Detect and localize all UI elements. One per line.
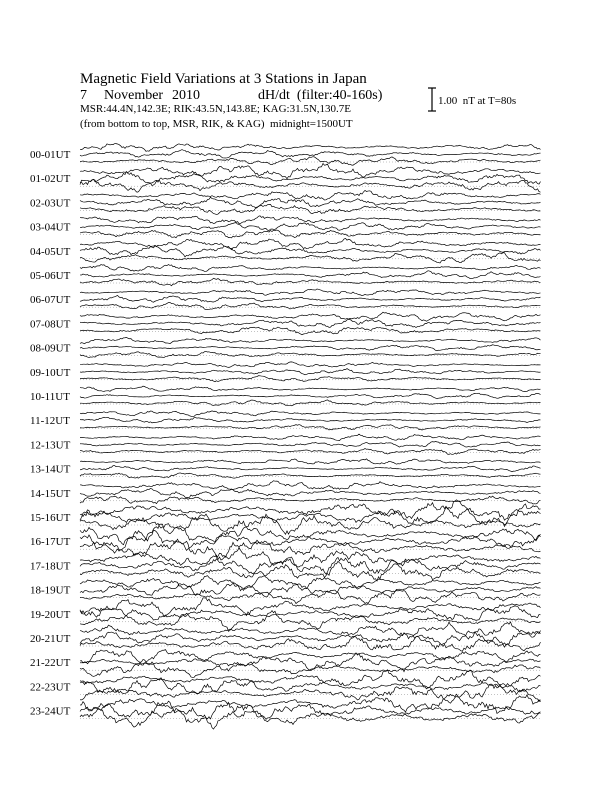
- trace-14-15UT-RIK: [80, 488, 541, 497]
- hour-label-13-14UT: 13-14UT: [30, 463, 71, 476]
- trace-10-11UT-MSR: [80, 400, 541, 406]
- hour-label-03-04UT: 03-04UT: [30, 221, 71, 234]
- scale-bar-icon: [428, 88, 436, 111]
- hour-label-20-21UT: 20-21UT: [30, 633, 71, 645]
- hour-label-21-22UT: 21-22UT: [30, 657, 71, 670]
- hour-label-22-23UT: 22-23UT: [30, 681, 71, 694]
- date-month: November: [104, 88, 164, 103]
- trace-06-07UT-KAG: [80, 289, 541, 296]
- trace-14-15UT-MSR: [80, 496, 541, 504]
- trace-04-05UT-MSR: [80, 253, 541, 263]
- trace-00-01UT-KAG: [80, 144, 541, 152]
- trace-01-02UT-MSR: [80, 179, 541, 192]
- trace-14-15UT-KAG: [80, 481, 541, 490]
- trace-20-21UT-RIK: [80, 631, 541, 648]
- trace-07-08UT-KAG: [80, 312, 541, 321]
- trace-13-14UT-RIK: [80, 465, 541, 471]
- trace-13-14UT-KAG: [80, 459, 541, 464]
- trace-05-06UT-KAG: [80, 264, 541, 271]
- trace-12-13UT-KAG: [80, 434, 541, 441]
- trace-22-23UT-MSR: [80, 684, 541, 703]
- hour-label-01-02UT: 01-02UT: [30, 173, 71, 186]
- hour-label-02-03UT: 02-03UT: [30, 197, 71, 210]
- hour-label-16-17UT: 16-17UT: [30, 536, 71, 549]
- trace-16-17UT-MSR: [80, 540, 541, 557]
- trace-23-24UT-KAG: [80, 694, 541, 713]
- hour-label-19-20UT: 19-20UT: [30, 608, 71, 621]
- trace-02-03UT-RIK: [80, 197, 541, 207]
- date-year: 2010: [172, 88, 200, 103]
- hour-label-05-06UT: 05-06UT: [30, 270, 71, 282]
- trace-05-06UT-MSR: [80, 278, 541, 286]
- trace-11-12UT-RIK: [80, 417, 541, 423]
- trace-08-09UT-RIK: [80, 345, 541, 351]
- trace-03-04UT-KAG: [80, 216, 541, 224]
- trace-16-17UT-KAG: [80, 524, 541, 545]
- trace-11-12UT-MSR: [80, 425, 541, 430]
- hour-label-14-15UT: 14-15UT: [30, 487, 71, 500]
- hour-label-17-18UT: 17-18UT: [30, 560, 71, 573]
- hour-label-00-01UT: 00-01UT: [30, 149, 71, 161]
- trace-09-10UT-KAG: [80, 362, 541, 367]
- measure-filter-label: dH/dt (filter:40-160s): [258, 88, 383, 103]
- trace-15-16UT-MSR: [80, 514, 541, 534]
- trace-20-21UT-MSR: [80, 636, 541, 651]
- trace-22-23UT-KAG: [80, 670, 541, 689]
- station-order-note: (from bottom to top, MSR, RIK, & KAG) midnight=1500UT: [80, 118, 353, 130]
- trace-11-12UT-KAG: [80, 411, 541, 416]
- hour-label-15-16UT: 15-16UT: [30, 512, 71, 524]
- trace-00-01UT-MSR: [80, 157, 541, 165]
- station-coordinates: MSR:44.4N,142.3E; RIK:43.5N,143.8E; KAG:31.5N,130.7E: [80, 103, 352, 115]
- trace-23-24UT-RIK: [80, 701, 541, 719]
- trace-15-16UT-RIK: [80, 507, 541, 526]
- scale-bar-label: 1.00 nT at T=80s: [438, 95, 517, 107]
- date-day: 7: [80, 88, 87, 103]
- trace-03-04UT-MSR: [80, 230, 541, 238]
- hour-label-09-10UT: 09-10UT: [30, 366, 71, 379]
- trace-05-06UT-RIK: [80, 271, 541, 279]
- trace-03-04UT-RIK: [80, 223, 541, 231]
- hour-label-08-09UT: 08-09UT: [30, 342, 71, 355]
- trace-08-09UT-MSR: [80, 351, 541, 357]
- trace-15-16UT-KAG: [80, 500, 541, 520]
- hour-label-06-07UT: 06-07UT: [30, 294, 71, 307]
- trace-12-13UT-MSR: [80, 449, 541, 455]
- trace-10-11UT-RIK: [80, 393, 541, 399]
- hour-label-18-19UT: 18-19UT: [30, 584, 71, 597]
- trace-19-20UT-KAG: [80, 598, 541, 617]
- hour-label-12-13UT: 12-13UT: [30, 439, 71, 452]
- trace-08-09UT-KAG: [80, 337, 541, 343]
- trace-07-08UT-MSR: [80, 327, 541, 335]
- trace-22-23UT-RIK: [80, 678, 541, 694]
- trace-21-22UT-KAG: [80, 650, 541, 664]
- trace-12-13UT-RIK: [80, 442, 541, 448]
- hour-label-07-08UT: 07-08UT: [30, 318, 71, 331]
- trace-13-14UT-MSR: [80, 473, 541, 478]
- hour-label-23-24UT: 23-24UT: [30, 705, 71, 718]
- trace-06-07UT-MSR: [80, 303, 541, 310]
- trace-09-10UT-MSR: [80, 376, 541, 382]
- trace-07-08UT-RIK: [80, 319, 541, 327]
- trace-02-03UT-KAG: [80, 190, 541, 200]
- hour-label-10-11UT: 10-11UT: [30, 391, 70, 403]
- trace-06-07UT-RIK: [80, 295, 541, 302]
- trace-17-18UT-RIK: [80, 557, 541, 574]
- trace-09-10UT-RIK: [80, 369, 541, 375]
- hour-label-11-12UT: 11-12UT: [30, 415, 70, 428]
- hour-label-04-05UT: 04-05UT: [30, 245, 71, 258]
- trace-10-11UT-KAG: [80, 386, 541, 391]
- chart-title: Magnetic Field Variations at 3 Stations in Japan: [80, 71, 367, 87]
